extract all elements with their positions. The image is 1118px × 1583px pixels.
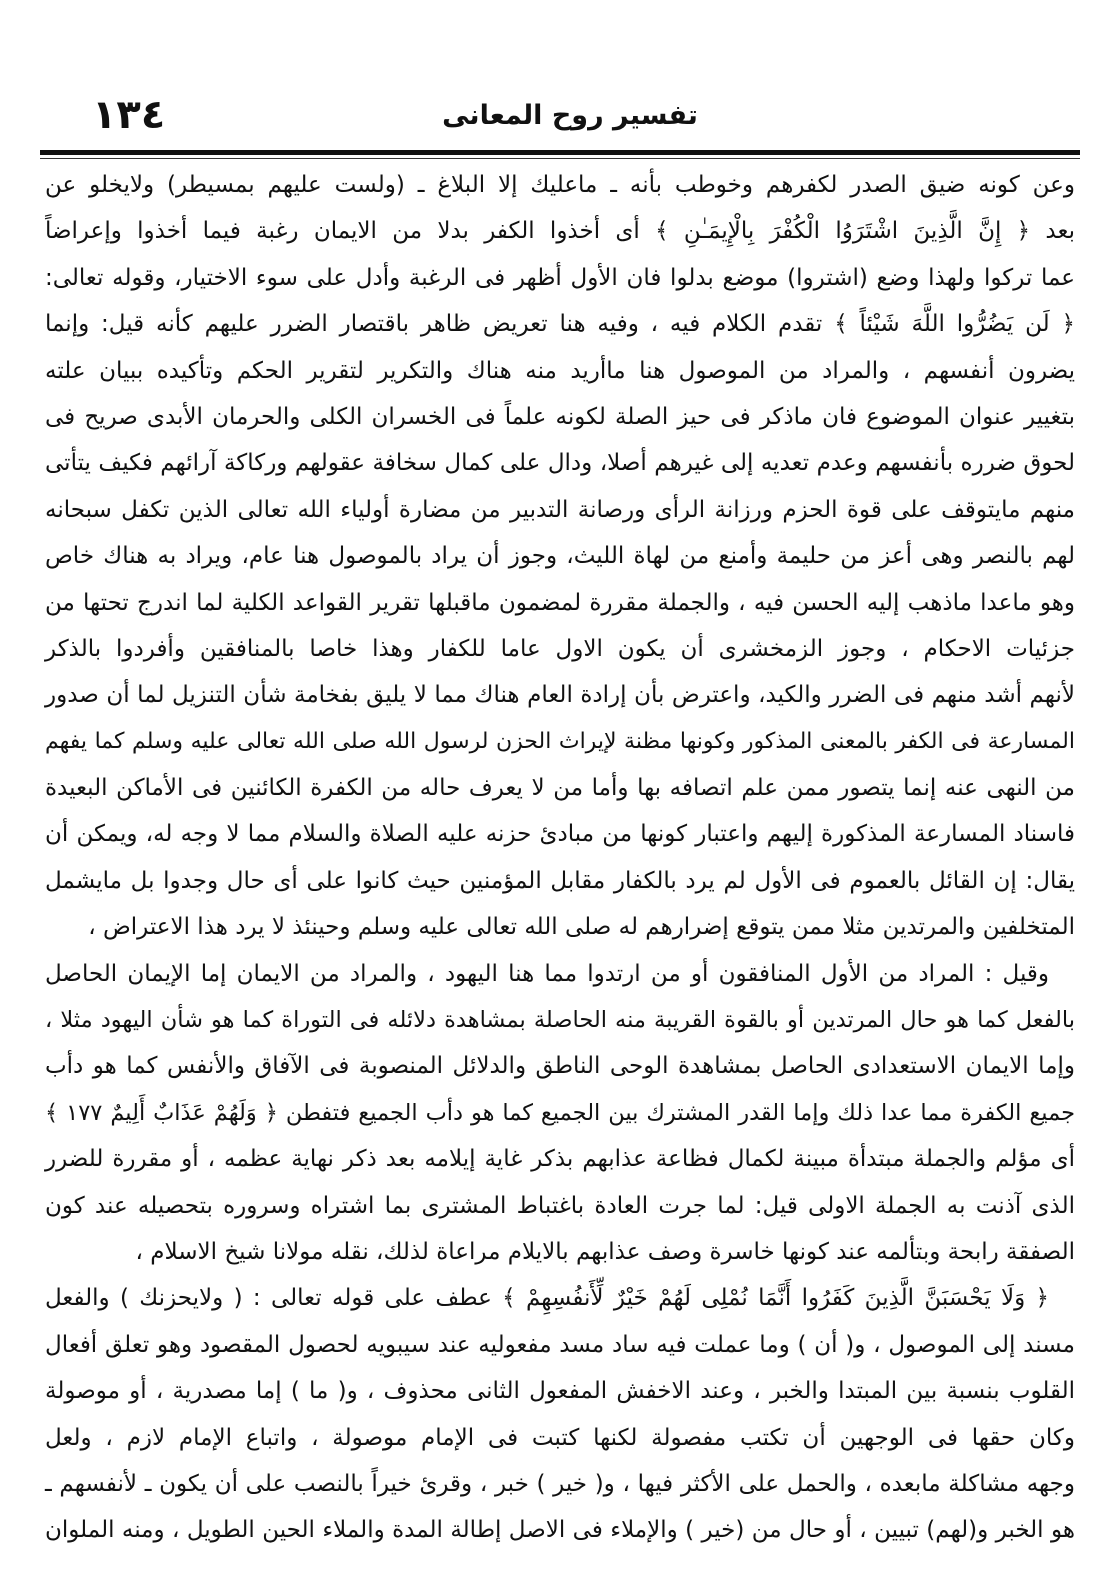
text-line: لحوق ضرره بأنفسهم وعدم تعديه إلى غيرهم أصلا، ودال على كمال سخافة عقولهم وركاكة آرائهم فكيف يتأتى xyxy=(45,450,1075,477)
text-line: يضرون أنفسهم ، والمراد من الموصول هنا ماأريد منه هناك والتكرير لتقرير الحكم وتأكيده ببيان علته xyxy=(45,357,1075,384)
text-line: الذى آذنت به الجملة الاولى قيل: لما جرت العادة باغتباط المشترى بما اشتراه وسروره بتحصيله عند كون xyxy=(45,1192,1075,1219)
page-header xyxy=(40,92,1080,152)
text-line: مسند إلى الموصول ، و( أن ) وما عملت فيه ساد مسد مفعوليه عند سيبويه لحصول المقصود وهو تعلق أفعال xyxy=(45,1331,1075,1358)
text-line: القلوب بنسبة بين المبتدا والخبر ، وعند الاخفش المفعول الثانى محذوف ، و( ما ) إما مصدرية ، أو موصولة xyxy=(45,1378,1075,1405)
text-line: بالفعل كما هو حال المرتدين أو بالقوة القريبة منه الحاصلة بمشاهدة دلائله فى التوراة كما هو شأن اليهود مثلا ، xyxy=(45,1007,1075,1034)
text-line: من النهى عنه إنما يتصور ممن علم اتصافه بها وأما من لا يعرف حاله من الكفرة الكائنين فى الأماكن البعيدة xyxy=(45,775,1075,802)
text-line: جميع الكفرة مما عدا ذلك وإما القدر المشترك بين الجميع كما هو دأب الجميع فتفطن ﴿ وَلَهُمْ عَذَابٌ أَلِيمٌ ١٧٧ ﴾ xyxy=(45,1099,1075,1126)
text-line: أى مؤلم والجملة مبتدأة مبينة لكمال فظاعة عذابهم بذكر غاية إيلامه بعد ذكر نهاية عظمه ، أو مقررة للضرر xyxy=(45,1146,1075,1173)
header-rule-thin xyxy=(40,158,1080,159)
text-line: بعد ﴿ إِنَّ الَّذِينَ اشْتَرَوُا الْكُفْرَ بِالْإِيمَـٰنِ ﴾ أى أخذوا الكفر بدلا من الايمان رغبة فيما أخذوا وإعراضاً xyxy=(45,218,1075,245)
text-line: وعن كونه ضيق الصدر لكفرهم وخوطب بأنه ـ ماعليك إلا البلاغ ـ (ولست عليهم بمسيطر) ولايخلو عن xyxy=(45,172,1075,198)
header-rule xyxy=(40,150,1080,155)
text-line: ﴿ لَن يَضُرُّوا اللَّهَ شَيْئاً ﴾ تقدم الكلام فيه ، وفيه هنا تعريض ظاهر باقتصار الضرر عليهم كأنه قيل: وإنما xyxy=(45,311,1075,338)
text-line: فاسناد المسارعة المذكورة إليهم واعتبار كونها من مبادئ حزنه عليه الصلاة والسلام مما لا وجه له، ويمكن أن xyxy=(45,821,1075,848)
text-line: جزئيات الاحكام ، وجوز الزمخشرى أن يكون الاول عاما للكفار وهذا خاصا بالمنافقين وأفردوا بالذكر xyxy=(45,635,1075,662)
text-line: المسارعة فى الكفر بالمعنى المذكور وكونها مظنة لإيراث الحزن لرسول الله صلى الله تعالى عليه وسلم كما يفهم xyxy=(45,728,1075,754)
text-line: ﴿ وَلَا يَحْسَبَنَّ الَّذِينَ كَفَرُوا أَنَّمَا نُمْلِى لَهُمْ خَيْرٌ لِّأَنفُسِهِمْ ﴾ عطف على قوله تعالى : ( ولايحزنك ) والفعل xyxy=(45,1285,1049,1312)
text-line: لهم بالنصر وهى أعز من حليمة وأمنع من لهاة الليث، وجوز أن يراد بالموصول هنا عام، ويراد به هناك خاص xyxy=(45,543,1075,570)
text-line: عما تركوا ولهذا وضع (اشتروا) موضع بدلوا فان الأول أظهر فى الرغبة وأدل على سوء الاختيار، وقوله تعالى: xyxy=(45,264,1075,291)
text-line: المتخلفين والمرتدين مثلا ممن يتوقع إضرارهم له صلى الله تعالى عليه وسلم وحينئذ لا يرد هذا الاعتراض ، xyxy=(88,914,1075,941)
text-line: لأنهم أشد منهم فى الضرر والكيد، واعترض بأن إرادة العام هناك مما لا يليق بفخامة شأن التنزيل لما أن صدور xyxy=(45,682,1075,709)
running-title: تفسير روح المعانى xyxy=(442,100,698,131)
text-line: وإما الايمان الاستعدادى الحاصل بمشاهدة الوحى الناطق والدلائل المنصوبة فى الآفاق والأنفس كما هو دأب xyxy=(45,1053,1075,1080)
text-line: وجهه مشاكلة مابعده ، والحمل على الأكثر فيها ، و( خير ) خبر ، وقرئ خيراً بالنصب على أن يكون ـ لأنفسهم ـ xyxy=(45,1470,1075,1497)
text-line: بتغيير عنوان الموضوع فان ماذكر فى حيز الصلة لكونه علماً فى الخسران الكلى والحرمان الأبدى صريح فى xyxy=(45,403,1075,430)
text-line: يقال: إن القائل بالعموم فى الأول لم يرد بالكفار مقابل المؤمنين حيث كانوا على أى حال وجدوا بل مايشمل xyxy=(45,867,1075,894)
text-line: الصفقة رابحة وبتألمه عند كونها خاسرة وصف عذابهم بالايلام مراعاة لذلك، نقله مولانا شيخ الاسلام ، xyxy=(135,1238,1075,1265)
body-text xyxy=(45,162,1075,1554)
text-line: هو الخبر و(لهم) تبيين ، أو حال من (خير ) والإملاء فى الاصل إطالة المدة والملاء الحين الطويل ، ومنه الملوان xyxy=(45,1517,1075,1544)
text-line: منهم مايتوقف على قوة الحزم ورزانة الرأى ورصانة التدبير من مضارة أولياء الله تعالى الذين تكفل سبحانه xyxy=(45,496,1075,523)
text-line: وهو ماعدا ماذهب إليه الحسن فيه ، والجملة مقررة لمضمون ماقبلها تقرير القواعد الكلية لما اندرج تحتها من xyxy=(45,589,1075,616)
text-line: وكان حقها فى الوجهين أن تكتب مفصولة لكنها كتبت فى الإمام موصولة ، واتباع الإمام لازم ، ولعل xyxy=(45,1424,1075,1451)
text-line: وقيل : المراد من الأول المنافقون أو من ارتدوا مما هنا اليهود ، والمراد من الايمان إما الإيمان الحاصل xyxy=(45,960,1049,987)
page-number: ١٣٤ xyxy=(92,92,166,138)
